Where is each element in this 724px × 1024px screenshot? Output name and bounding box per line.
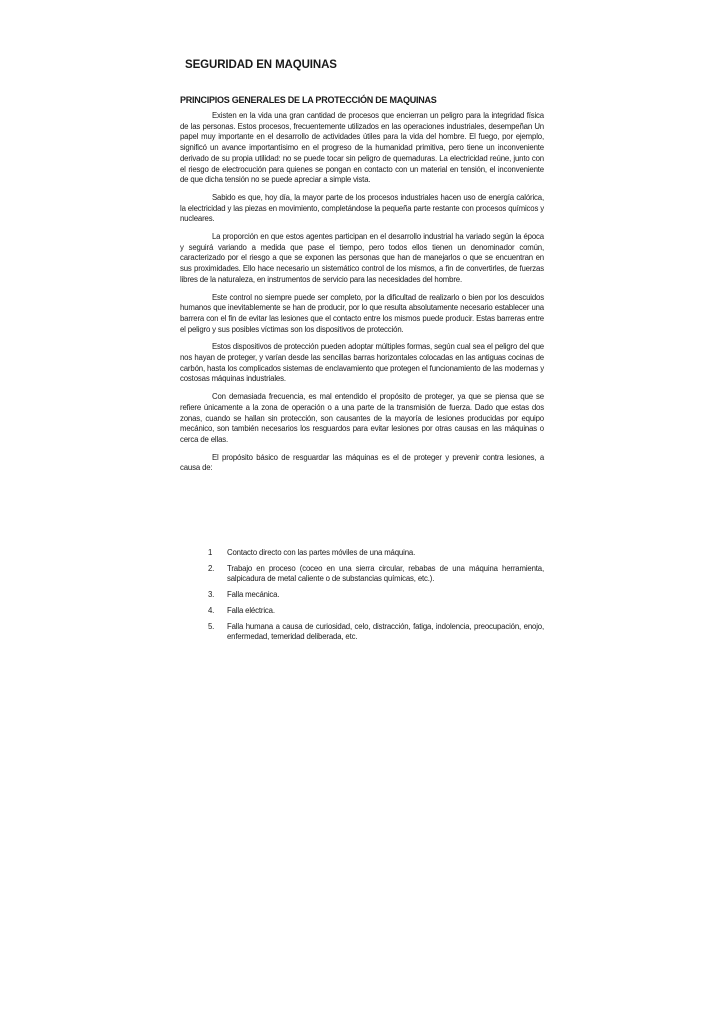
list-item — [208, 548, 544, 559]
list-item-text: Trabajo en proceso (coceo en una sierra circular, rebabas de una máquina herramienta, salpicadura de metal caliente o de substancias químicas, etc.). — [227, 563, 544, 584]
section-heading: PRINCIPIOS GENERALES DE LA PROTECCIÓN DE MAQUINAS — [180, 95, 437, 105]
paragraph: La proporción en que estos agentes participan en el desarrollo industrial ha variado según la época y seguirá variando a medida que pase el tiempo, pero todos ellos tienen un denominador común, caracterizado por el riesgo a que se exponen las personas que han de manejarlos o que se encuentran en sus proximidades. Ello hace necesario un sistemático control de los mismos, a fin de convertirles, de fuerzas libres de la naturaleza, en instrumentos de servicio para las necesidades del hombre. — [180, 232, 544, 284]
list-item — [208, 590, 544, 601]
paragraph: Estos dispositivos de protección pueden adoptar múltiples formas, según cual sea el peligro del que nos hayan de proteger, y varían desde las sencillas barras horizontales colocadas en las antiguas cocinas de carbón, hasta los complicados sistemas de enclavamiento que protegen el funcionamiento de las modernas y costosas máquinas industriales. — [180, 342, 544, 384]
paragraph: Existen en la vida una gran cantidad de procesos que encierran un peligro para la integridad física de las personas. Estos procesos, frecuentemente utilizados en las operaciones industriales, desempeñan Un papel muy importante en el desarrollo de actividades útiles para la vida del hombre. El fuego, por ejemplo, significó un avance importantísimo en el progreso de la humanidad primitiva, pero tiene un inconveniente derivado de su propia utilidad: no se puede tocar sin peligro de quemaduras. La electricidad reúne, junto con el riesgo de electrocución para quienes se pongan en contacto con un material en tensión, el inconveniente de que dicha tensión no se puede apreciar a simple vista. — [180, 111, 544, 185]
list-item-text: Contacto directo con las partes móviles de una máquina. — [227, 548, 416, 557]
list-item-text: Falla eléctrica. — [227, 605, 275, 615]
paragraph: Con demasiada frecuencia, es mal entendido el propósito de proteger, ya que se piensa que se refiere únicamente a la zona de operación o a una parte de la transmisión de fuerza. Dado que estas dos zonas, cuando se hallan sin protección, son causantes de la mayoría de lesiones producidas por equipo mecánico, son también necesarios los resguardos para evitar lesiones por otras causas en las máquinas o cerca de ellas. — [180, 392, 544, 444]
paragraph: Este control no siempre puede ser completo, por la dificultad de realizarlo o bien por los descuidos humanos que inevitablemente se han de producir, por lo que resulta absolutamente necesario establecer una barrera con el fin de evitar las lesiones que el contacto entre los mismos puede producir. Estas barreras entre el peligro y sus posibles víctimas son los dispositivos de protección. — [180, 292, 544, 334]
list-item-number: 4. — [208, 605, 215, 615]
list-item-number: 1 — [208, 548, 213, 557]
list-item — [208, 564, 544, 585]
paragraph: Sabido es que, hoy día, la mayor parte de los procesos industriales hacen uso de energía calórica, la electricidad y las piezas en movimiento, completándose la pequeña parte restante con procesos químicos y nucleares. — [180, 192, 544, 224]
list-item — [208, 606, 544, 617]
body-text — [180, 111, 544, 481]
list-item-number: 3. — [208, 590, 215, 600]
document-title: SEGURIDAD EN MAQUINAS — [185, 59, 337, 71]
list-item-number: 2. — [208, 563, 215, 573]
list-item-number: 5. — [208, 621, 215, 631]
list-item-text: Falla mecánica. — [227, 590, 280, 600]
list-item — [208, 622, 544, 643]
list-item-text: Falla humana a causa de curiosidad, celo, distracción, fatiga, indolencia, preocupación, enojo, enfermedad, temeridad deliberada, etc. — [227, 621, 544, 642]
paragraph: El propósito básico de resguardar las máquinas es el de proteger y prevenir contra lesiones, a causa de: — [180, 452, 544, 473]
causes-list — [208, 548, 544, 648]
